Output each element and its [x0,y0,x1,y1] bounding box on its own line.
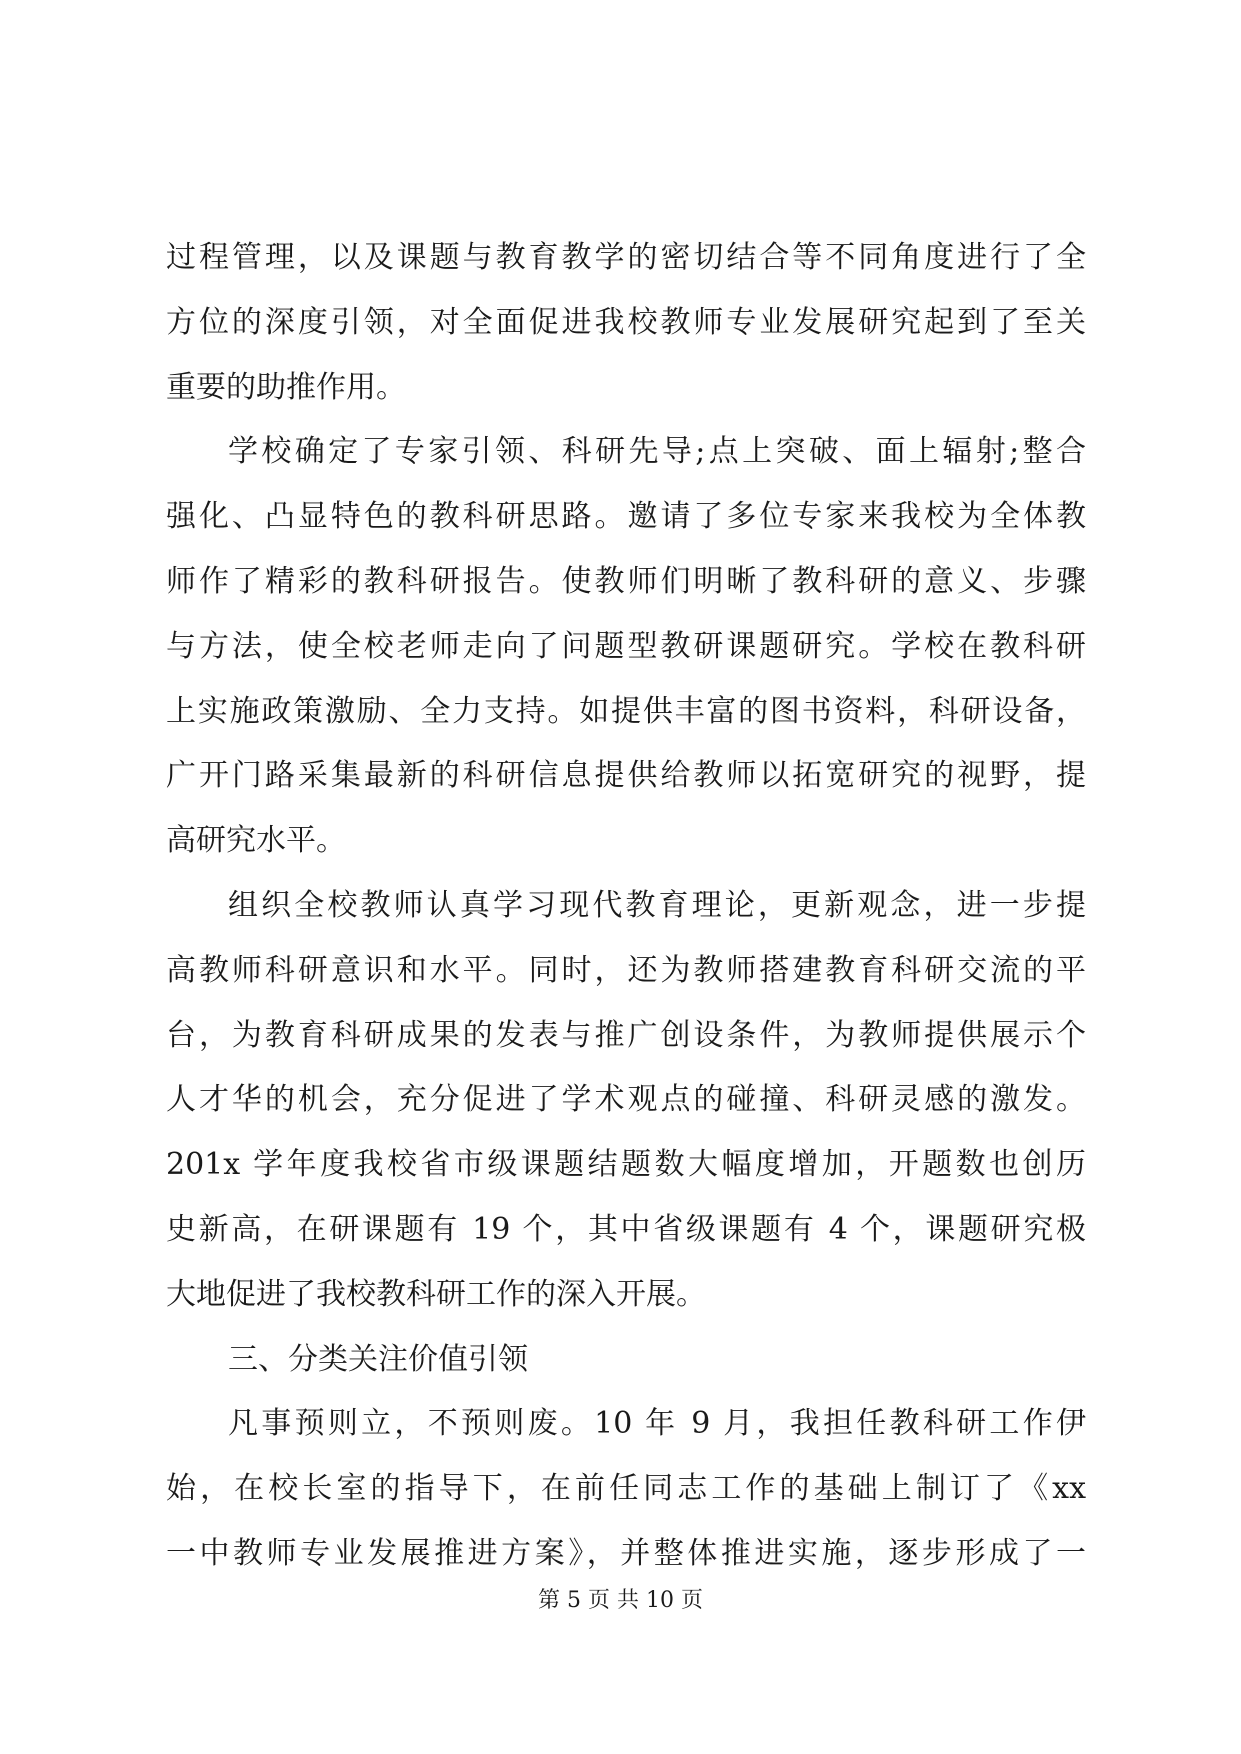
text-line: 组织全校教师认真学习现代教育理论，更新观念，进一步提 [228,887,1086,923]
text-line: 高教师科研意识和水平。同时，还为教师搭建教育科研交流的平 [166,952,1086,988]
text-line: 201x 学年度我校省市级课题结题数大幅度增加，开题数也创历 [166,1147,1086,1183]
text-line: 与方法，使全校老师走向了问题型教研课题研究。学校在教科研 [166,628,1086,664]
section-heading: 三、分类关注价值引领 [228,1341,528,1377]
text-line: 大地促进了我校教科研工作的深入开展。 [166,1276,706,1312]
text-line: 重要的助推作用。 [166,369,406,405]
text-line: 上实施政策激励、全力支持。如提供丰富的图书资料，科研设备， [166,693,1086,729]
text-line: 过程管理，以及课题与教育教学的密切结合等不同角度进行了全 [166,240,1086,275]
text-line: 方位的深度引领，对全面促进我校教师专业发展研究起到了至关 [166,304,1086,340]
text-line: 高研究水平。 [166,823,346,859]
text-line: 凡事预则立，不预则废。10 年 9 月，我担任教科研工作伊 [228,1406,1086,1442]
page-footer: 第 5 页 共 10 页 [538,1588,703,1613]
text-line: 学校确定了专家引领、科研先导;点上突破、面上辐射;整合 [228,434,1086,470]
text-line: 一中教师专业发展推进方案》，并整体推进实施，逐步形成了一 [166,1535,1086,1571]
text-line: 广开门路采集最新的科研信息提供给教师以拓宽研究的视野，提 [166,758,1086,794]
text-line: 史新高，在研课题有 19 个，其中省级课题有 4 个，课题研究极 [166,1211,1086,1247]
text-line: 师作了精彩的教科研报告。使教师们明晰了教科研的意义、步骤 [166,563,1086,599]
text-line: 人才华的机会，充分促进了学术观点的碰撞、科研灵感的激发。 [166,1082,1086,1118]
body-text [166,226,1086,1587]
text-line: 始，在校长室的指导下，在前任同志工作的基础上制订了《xx [166,1471,1086,1507]
text-line: 强化、凸显特色的教科研思路。邀请了多位专家来我校为全体教 [166,499,1086,535]
text-line: 台，为教育科研成果的发表与推广创设条件，为教师提供展示个 [166,1017,1086,1053]
